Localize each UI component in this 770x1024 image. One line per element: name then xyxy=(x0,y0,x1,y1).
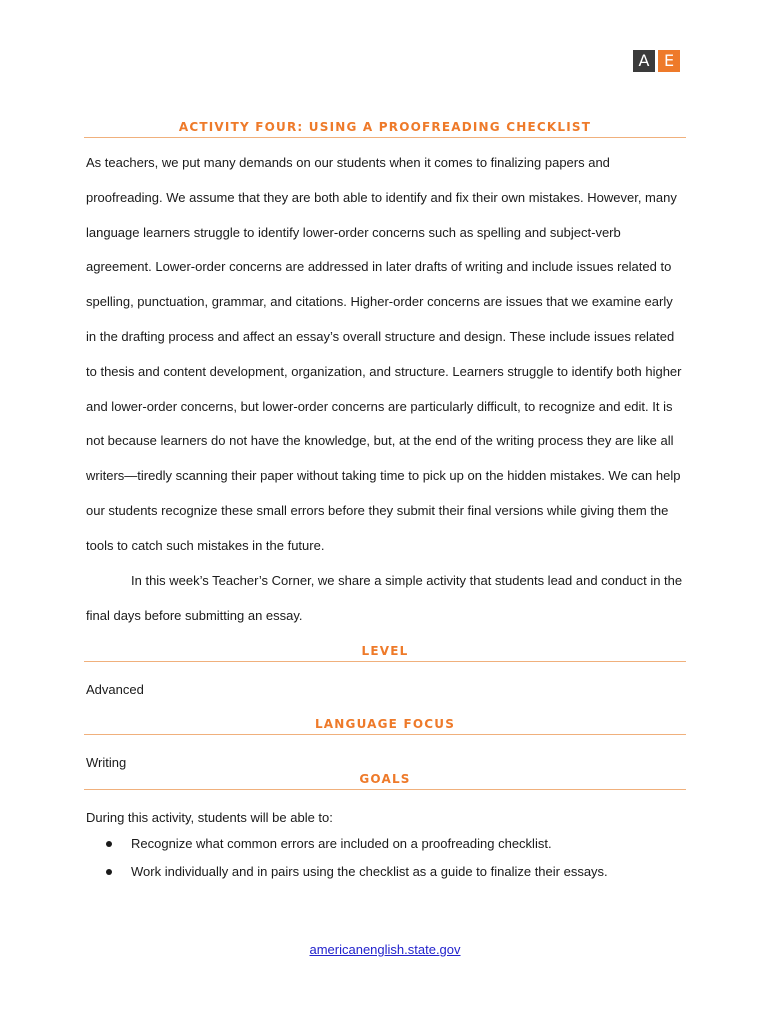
bullet-icon xyxy=(106,869,112,875)
goal-text: Work individually and in pairs using the checklist as a guide to finalize their essays. xyxy=(131,864,608,879)
language-focus-heading: LANGUAGE FOCUS xyxy=(314,717,456,731)
footer-link[interactable]: americanenglish.state.gov xyxy=(309,942,461,957)
language-focus-value: Writing xyxy=(86,755,127,770)
goals-list xyxy=(86,836,686,892)
language-focus-divider xyxy=(84,734,686,735)
footer xyxy=(0,942,770,957)
bullet-icon xyxy=(106,841,112,847)
title-divider xyxy=(84,137,686,138)
level-divider xyxy=(84,661,686,662)
goals-heading: GOALS xyxy=(359,772,411,786)
goal-text: Recognize what common errors are included on a proofreading checklist. xyxy=(131,836,552,851)
ae-logo xyxy=(633,50,680,72)
page-title: ACTIVITY FOUR: USING A PROOFREADING CHECKLIST xyxy=(178,120,592,134)
level-value: Advanced xyxy=(86,682,144,697)
list-item xyxy=(86,836,686,864)
second-paragraph: In this week’s Teacher’s Corner, we share a simple activity that students lead and conduct in the final days before submitting an essay. xyxy=(86,573,683,623)
goals-intro: During this activity, students will be able to: xyxy=(86,810,333,825)
logo-letter-a: A xyxy=(633,50,655,72)
level-heading: LEVEL xyxy=(361,644,409,658)
goals-divider xyxy=(84,789,686,790)
list-item xyxy=(86,864,686,892)
logo-letter-e: E xyxy=(658,50,680,72)
intro-paragraph: As teachers, we put many demands on our students when it comes to finalizing papers and proofreading. We assume that they are both able to identify and fix their own mistakes. However, many language learners struggle to identify lower-order concerns such as spelling and subject-verb agreement. Lower-order concerns are addressed in later drafts of writing and include issues related to spelling, punctuation, grammar, and citations. Higher-order concerns are issues that we examine early in the drafting process and affect an essay’s overall structure and design. These include issues related to thesis and content development, organization, and structure. Learners struggle to identify both higher and lower-order concerns, but lower-order concerns are particularly difficult, to recognize and edit. It is not because learners do not have the knowledge, but, at the end of the writing process they are like all writers—tiredly scanning their paper without taking time to pick up on the hidden mistakes. We can help our students recognize these small errors before they submit their final versions while giving them the tools to catch such mistakes in the future. xyxy=(86,155,682,553)
